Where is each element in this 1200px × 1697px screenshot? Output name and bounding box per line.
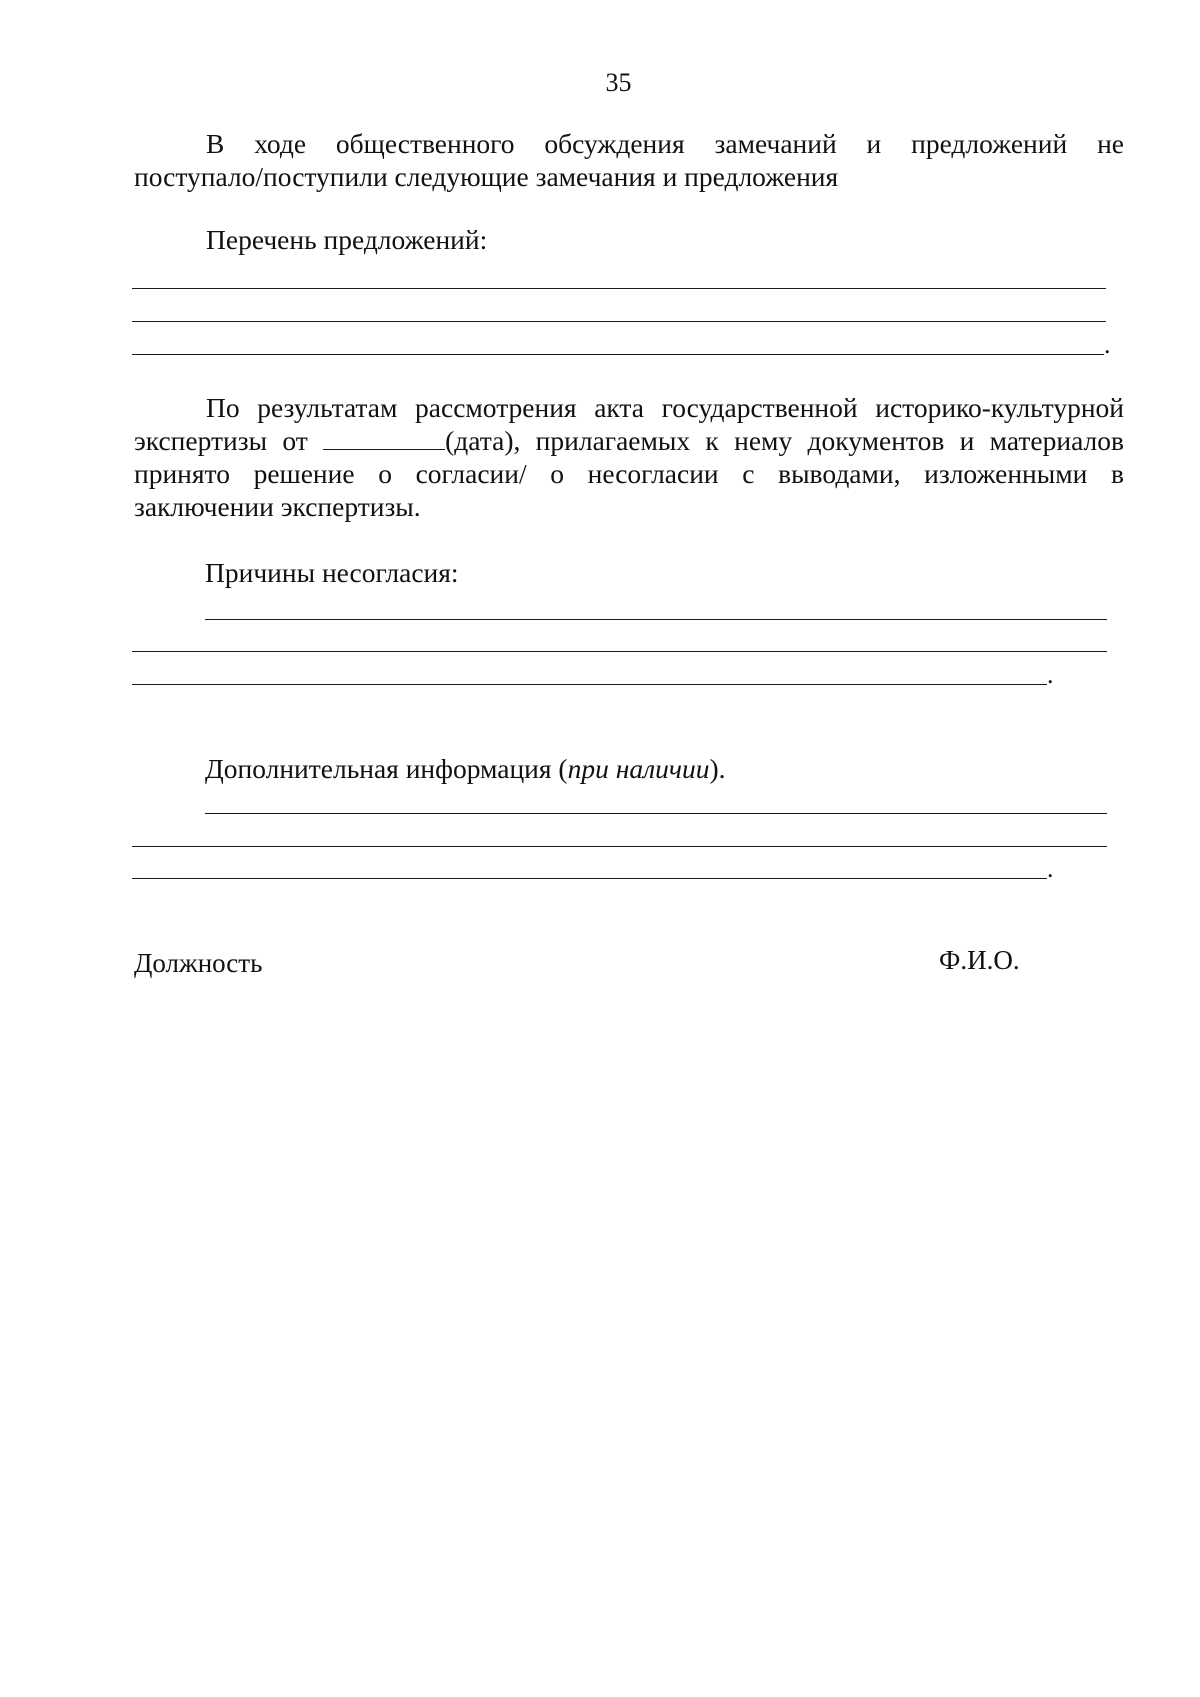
page-number: 35 [605, 68, 632, 97]
decision-line-2 [134, 424, 1124, 457]
additional-line-3[interactable] [132, 878, 1047, 879]
disagreement-end-mark: . [1047, 660, 1054, 689]
proposals-heading: Перечень предложений: [206, 224, 488, 255]
proposals-line-1[interactable] [132, 288, 1106, 289]
intro-line-2: поступало/поступили следующие замечания и предложения [134, 161, 839, 192]
additional-heading-end: ). [709, 753, 726, 784]
disagreement-line-2[interactable] [132, 651, 1107, 652]
additional-heading [205, 752, 726, 785]
full-name-label: Ф.И.О. [939, 945, 1020, 975]
decision-line-2-start: экспертизы от [134, 425, 308, 456]
proposals-end-mark: . [1104, 330, 1111, 359]
decision-line-1: По результатам рассмотрения акта государственной историко-культурной [206, 392, 1124, 423]
additional-line-2[interactable] [132, 846, 1107, 847]
decision-line-4: заключении экспертизы. [134, 491, 421, 522]
intro-paragraph [134, 127, 1124, 193]
disagreement-line-3[interactable] [132, 684, 1047, 685]
disagreement-line-1[interactable] [205, 619, 1107, 620]
additional-heading-text: Дополнительная информация ( [205, 753, 568, 784]
additional-heading-italic: при наличии [567, 753, 710, 784]
proposals-line-3[interactable] [132, 354, 1104, 355]
position-label: Должность [134, 948, 263, 978]
intro-line-1: В ходе общественного обсуждения замечаний и предложений не [206, 128, 1124, 159]
additional-end-mark: . [1047, 854, 1054, 883]
proposals-line-2[interactable] [132, 321, 1106, 322]
decision-line-2-end: (дата), прилагаемых к нему документов и материалов [445, 425, 1124, 456]
decision-line-3: принято решение о согласии/ о несогласии с выводами, изложенными в [134, 458, 1124, 489]
disagreement-heading: Причины несогласия: [205, 557, 459, 588]
date-blank-field[interactable] [323, 427, 445, 450]
decision-paragraph [134, 391, 1124, 523]
additional-line-1[interactable] [205, 813, 1107, 814]
